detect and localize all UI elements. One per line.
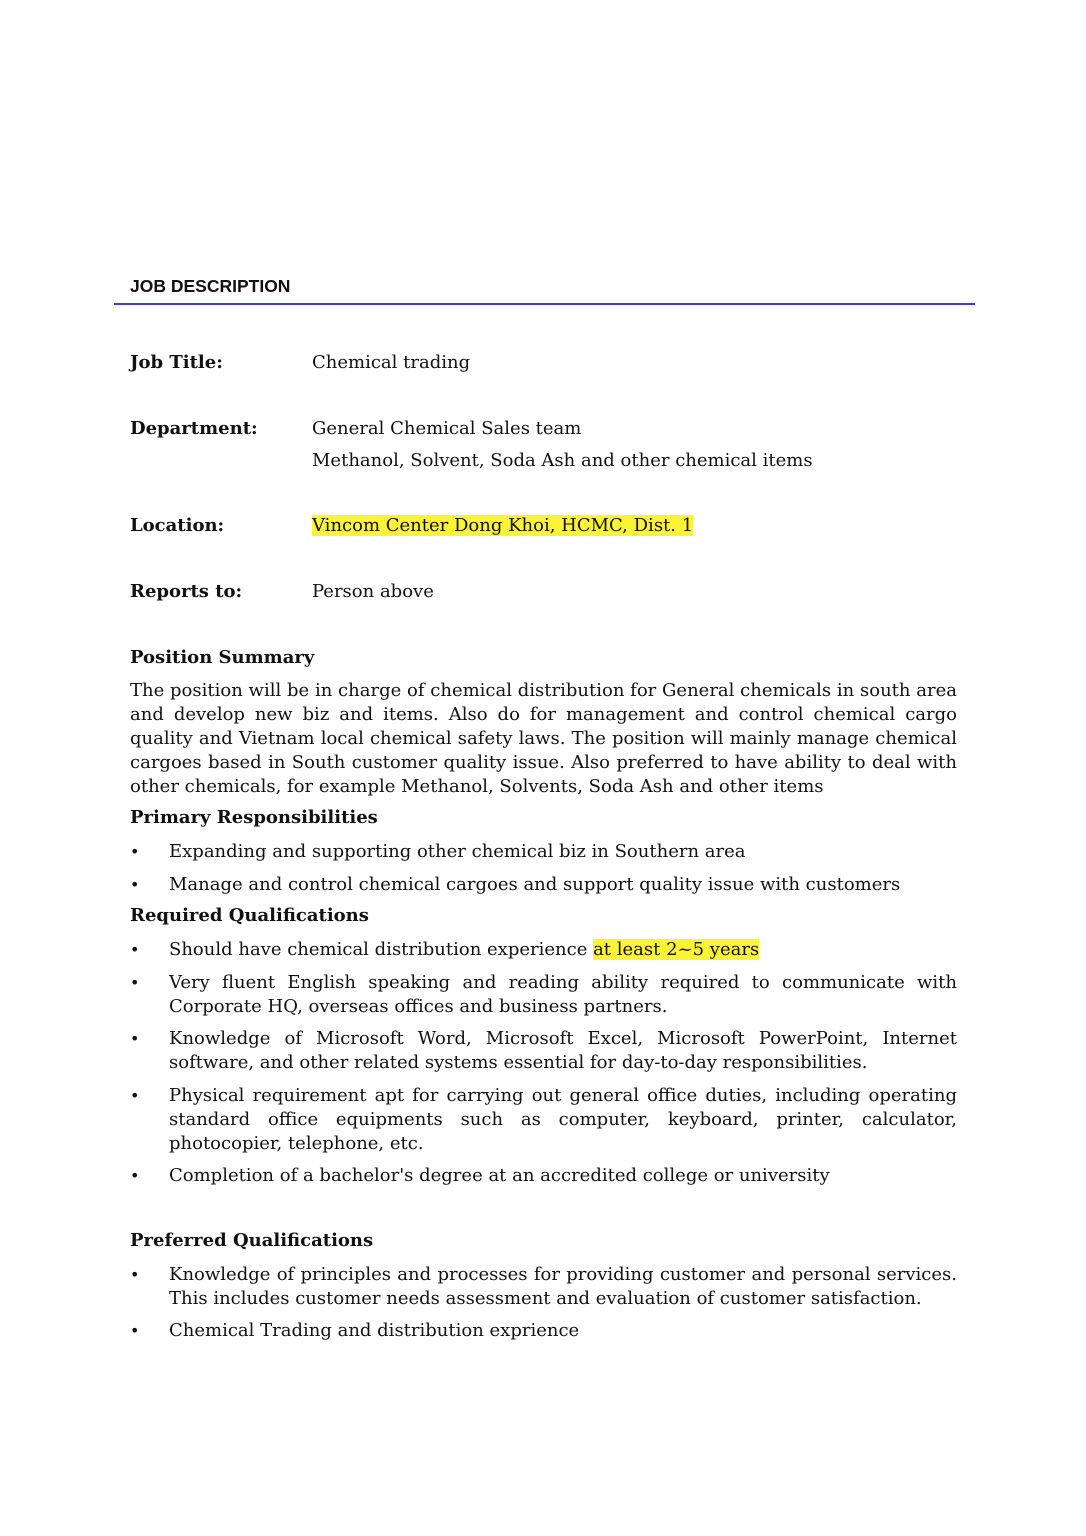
department-value-line2: Methanol, Solvent, Soda Ash and other chemical items [312, 450, 813, 471]
bullet-icon: • [130, 1265, 140, 1284]
experience-highlight: at least 2~5 years [593, 939, 760, 960]
list-item [130, 1027, 957, 1075]
list-item [130, 840, 957, 864]
bullet-icon: • [130, 940, 140, 959]
department-label: Department: [130, 418, 258, 439]
bullet-icon: • [130, 973, 140, 992]
bullet-icon: • [130, 1029, 140, 1048]
location-highlight: Vincom Center Dong Khoi, HCMC, Dist. 1 [312, 515, 694, 536]
list-item-text: Knowledge of Microsoft Word, Microsoft Excel, Microsoft PowerPoint, Internet software, and other related systems essential for day-to-day responsibilities. [169, 1028, 957, 1073]
list-item [130, 873, 957, 897]
list-item [130, 938, 957, 962]
list-item [130, 1319, 957, 1343]
list-item [130, 1263, 957, 1311]
list-item-text: Manage and control chemical cargoes and support quality issue with customers [169, 874, 901, 895]
bullet-icon: • [130, 875, 140, 894]
reports-to-label: Reports to: [130, 581, 243, 602]
document-title: JOB DESCRIPTION [130, 276, 291, 296]
primary-responsibilities-heading: Primary Responsibilities [130, 807, 378, 828]
job-title-label: Job Title: [130, 352, 223, 373]
required-qualifications-heading: Required Qualifications [130, 905, 369, 926]
position-summary-text: The position will be in charge of chemical distribution for General chemicals in south area and develop new biz and items. Also do for management and control chemical cargo quality and Vietnam local chemical safety laws. The position will mainly manage chemical cargoes based in South customer quality issue. Also preferred to have ability to deal with other chemicals, for example Methanol, Solvents, Soda Ash and other items [130, 680, 957, 797]
list-item-text: Physical requirement apt for carrying out general office duties, including operating standard office equipments such as computer, keyboard, printer, calculator, photocopier, telephone, etc. [169, 1085, 957, 1154]
position-summary-heading: Position Summary [130, 647, 315, 668]
list-item-text [169, 938, 957, 962]
job-title-value: Chemical trading [312, 352, 471, 373]
bullet-icon: • [130, 842, 140, 861]
list-item [130, 1164, 957, 1188]
list-item-text: Knowledge of principles and processes for providing customer and personal services. This includes customer needs assessment and evaluation of customer satisfaction. [169, 1264, 957, 1309]
experience-text: Should have chemical distribution experience [169, 939, 594, 960]
preferred-qualifications-heading: Preferred Qualifications [130, 1230, 374, 1251]
reports-to-value: Person above [312, 581, 434, 602]
list-item [130, 1084, 957, 1156]
location-label: Location: [130, 515, 225, 536]
bullet-icon: • [130, 1166, 140, 1185]
list-item-text: Very fluent English speaking and reading ability required to communicate with Corporate HQ, overseas offices and business partners. [169, 972, 957, 1017]
list-item-text: Chemical Trading and distribution exprience [169, 1320, 580, 1341]
bullet-icon: • [130, 1321, 140, 1340]
list-item-text: Completion of a bachelor's degree at an accredited college or university [169, 1165, 830, 1186]
header-divider [114, 303, 975, 305]
bullet-icon: • [130, 1086, 140, 1105]
location-value [312, 515, 693, 536]
list-item-text: Expanding and supporting other chemical biz in Southern area [169, 841, 746, 862]
department-value-line1: General Chemical Sales team [312, 418, 582, 439]
list-item [130, 971, 957, 1019]
